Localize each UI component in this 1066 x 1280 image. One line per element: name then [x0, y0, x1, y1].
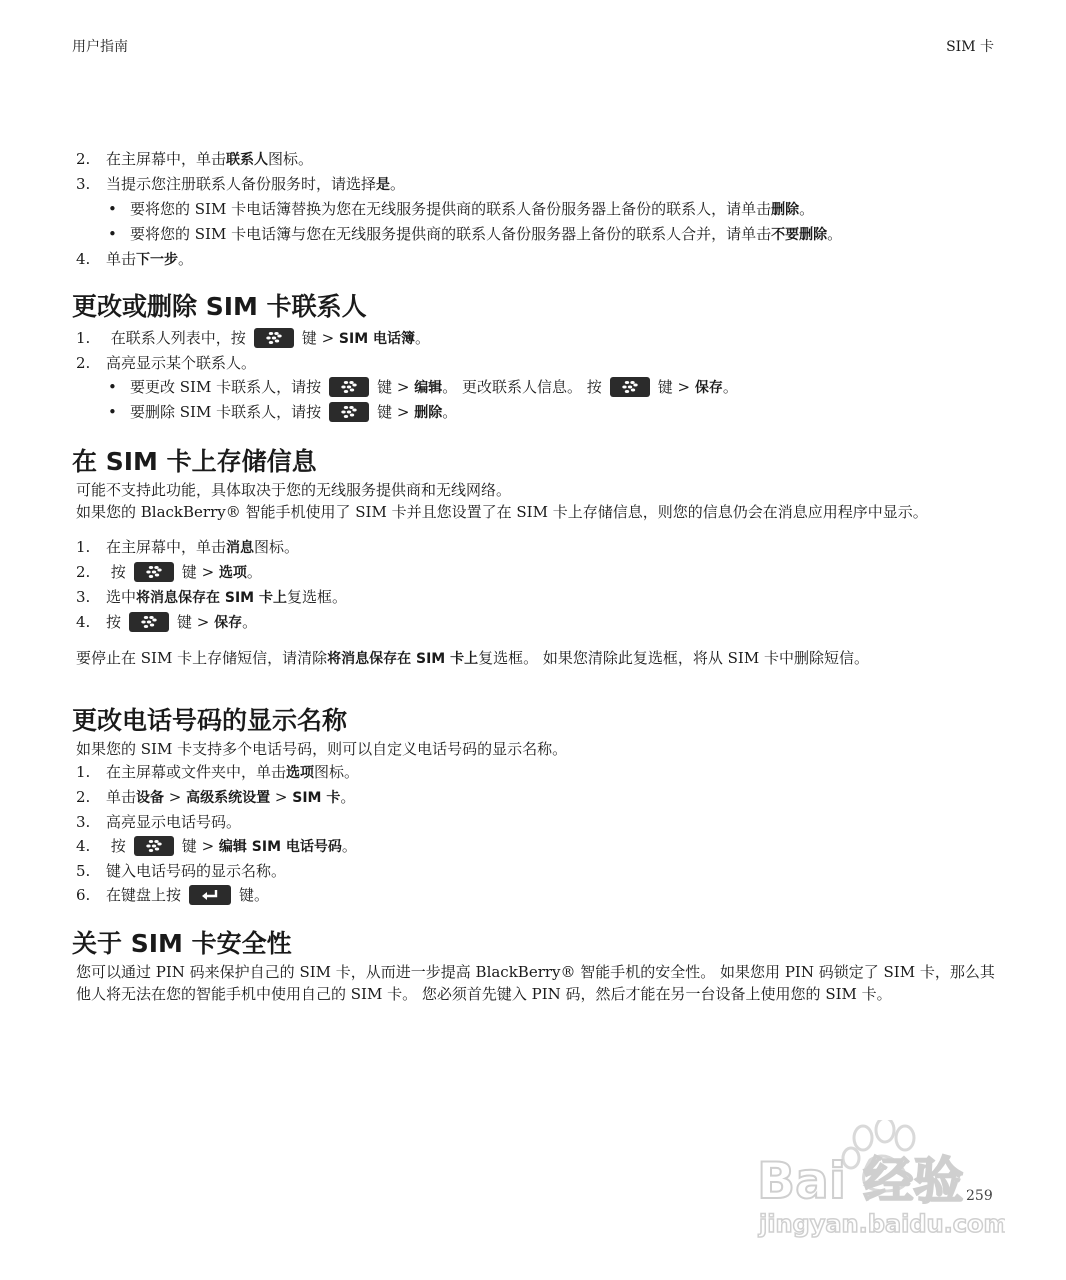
step-text: 高亮显示电话号码。 — [106, 813, 242, 831]
step-text: 按 — [110, 563, 126, 581]
step-text: 。 — [415, 329, 431, 347]
blackberry-menu-key-icon — [329, 402, 369, 422]
list-item — [72, 810, 996, 834]
step-number: 2. — [76, 354, 91, 372]
blackberry-menu-key-icon — [329, 377, 369, 397]
step-text: 键 > — [301, 329, 335, 347]
ui-term: 将消息保存在 SIM 卡上 — [327, 651, 479, 667]
note-paragraph — [76, 647, 996, 670]
bullet-text: 。 更改联系人信息。 按 — [442, 378, 602, 396]
paragraph: 如果您的 SIM 卡支持多个电话号码，则可以自定义电话号码的显示名称。 — [76, 740, 568, 758]
ui-term: 保存 — [694, 380, 723, 396]
bullet-text: 。 — [799, 200, 815, 218]
step-text: 键 > — [177, 613, 210, 631]
step-text: 按 — [110, 837, 126, 855]
step-text: 。 — [178, 250, 194, 268]
step-text: 单击 — [106, 250, 137, 268]
section-title: 更改电话号码的显示名称 — [72, 706, 348, 735]
bullet-text: 键 > — [377, 378, 410, 396]
step-text: > — [164, 788, 187, 806]
header-chapter: SIM 卡 — [946, 39, 994, 55]
step-text: 键。 — [239, 886, 270, 904]
ui-term: 是 — [376, 177, 391, 193]
list-item — [72, 760, 996, 785]
list-item — [72, 147, 996, 172]
section-title: 在 SIM 卡上存储信息 — [72, 447, 317, 476]
section2-steps — [72, 535, 996, 635]
section-title: 更改或删除 SIM 卡联系人 — [72, 292, 367, 321]
ui-term: SIM 电话簿 — [338, 331, 416, 347]
bullet-text: 键 > — [377, 403, 410, 421]
ui-term: 不要删除 — [771, 227, 828, 243]
bullet-text: 要将您的 SIM 卡电话簿替换为您在无线服务提供商的联系人备份服务器上备份的联系人，请单击 — [130, 200, 772, 218]
bullet-text: 要更改 SIM 卡联系人，请按 — [130, 378, 322, 396]
step-number: 3. — [76, 175, 91, 193]
step-text: 选中 — [106, 588, 137, 606]
bullet-mark: • — [108, 200, 117, 218]
step-text: 。 — [390, 175, 406, 193]
step-number: 4. — [76, 837, 91, 855]
enter-key-icon — [189, 885, 231, 905]
note-text: 复选框。 如果您清除此复选框，将从 SIM 卡中删除短信。 — [478, 649, 869, 667]
bullet-text: 。 — [722, 378, 738, 396]
step-number: 6. — [76, 886, 91, 904]
step-text: 图标。 — [314, 763, 360, 781]
list-item — [72, 883, 996, 907]
ui-term: 保存 — [214, 615, 243, 631]
step-text: 。 — [341, 837, 357, 855]
list-item — [72, 326, 996, 351]
list-item — [72, 610, 996, 635]
step-number: 2. — [76, 788, 91, 806]
blackberry-menu-key-icon — [254, 328, 294, 348]
list-item — [72, 247, 996, 272]
step-text: 在键盘上按 — [106, 886, 182, 904]
step-number: 4. — [76, 613, 91, 631]
step-number: 5. — [76, 862, 91, 880]
list-item — [72, 560, 996, 585]
page-number: 259 — [966, 1188, 993, 1204]
step-text: 。 — [340, 788, 356, 806]
blackberry-menu-key-icon — [610, 377, 650, 397]
bullet-mark: • — [108, 378, 117, 396]
list-item — [72, 351, 996, 375]
section-title: 关于 SIM 卡安全性 — [72, 929, 292, 958]
step-text: 图标。 — [268, 150, 314, 168]
step-text: 键 > — [181, 563, 215, 581]
step-text: 在主屏幕或文件夹中，单击 — [106, 763, 287, 781]
step-text: 在主屏幕中，单击 — [106, 538, 227, 556]
paragraph: 可能不支持此功能，具体取决于您的无线服务提供商和无线网络。 — [76, 481, 512, 499]
paragraph: 如果您的 BlackBerry® 智能手机使用了 SIM 卡并且您设置了在 SIM 卡上存储信息，则您的信息仍会在消息应用程序中显示。 — [76, 503, 928, 521]
bullet-item — [72, 222, 996, 247]
step-text: 当提示您注册联系人备份服务时，请选择 — [106, 175, 377, 193]
step-number: 2. — [76, 150, 91, 168]
ui-term: 高级系统设置 — [186, 790, 271, 806]
section3-steps — [72, 760, 996, 907]
ui-term: 选项 — [218, 565, 247, 581]
ui-term: 下一步 — [136, 252, 179, 268]
step-number: 3. — [76, 813, 91, 831]
step-text: 复选框。 — [287, 588, 348, 606]
header-doc-title: 用户指南 — [72, 39, 128, 55]
step-number: 3. — [76, 588, 91, 606]
list-item — [72, 172, 996, 197]
blackberry-menu-key-icon — [134, 836, 174, 856]
ui-term: 选项 — [286, 765, 315, 781]
ui-term: 设备 — [136, 790, 165, 806]
bullet-text: 要将您的 SIM 卡电话簿与您在无线服务提供商的联系人备份服务器上备份的联系人合并，请单击 — [130, 225, 772, 243]
ui-term: 删除 — [414, 405, 443, 421]
watermark-url: jingyan.baidu.com — [759, 1210, 1005, 1238]
watermark-brand: Bai 经验 — [757, 1152, 964, 1210]
step-text: 键入电话号码的显示名称。 — [106, 862, 287, 880]
ui-term: 消息 — [226, 540, 255, 556]
step-text: 。 — [242, 613, 258, 631]
ui-term: 编辑 SIM 电话号码 — [218, 839, 342, 855]
note-text: 要停止在 SIM 卡上存储短信，请清除 — [76, 649, 328, 667]
ui-term: 联系人 — [226, 152, 269, 168]
baidu-paw-logo-icon — [755, 1120, 1005, 1240]
blackberry-menu-key-icon — [134, 562, 174, 582]
step-text: 图标。 — [254, 538, 300, 556]
step-text: 单击 — [106, 788, 137, 806]
bullet-text: 。 — [442, 403, 458, 421]
bullet-text: 。 — [827, 225, 843, 243]
step-number: 1. — [76, 763, 91, 781]
list-item — [72, 785, 996, 810]
bullet-mark: • — [108, 403, 117, 421]
bullet-item — [72, 197, 996, 222]
step-text: > — [270, 788, 293, 806]
list-item — [72, 585, 996, 610]
bullet-text: 键 > — [657, 378, 691, 396]
step-number: 4. — [76, 250, 91, 268]
step-text: 高亮显示某个联系人。 — [106, 354, 257, 372]
step-number: 1. — [76, 329, 91, 347]
section1-steps — [72, 326, 996, 425]
ui-term: SIM 卡 — [292, 790, 341, 806]
step-text: 。 — [246, 563, 262, 581]
page-content — [72, 147, 996, 1005]
ui-term: 将消息保存在 SIM 卡上 — [136, 590, 287, 606]
step-number: 1. — [76, 538, 91, 556]
paragraph: 您可以通过 PIN 码来保护自己的 SIM 卡，从而进一步提高 BlackBerry® 智能手机的安全性。 如果您用 PIN 码锁定了 SIM 卡，那么其他人将无法在您的智能手机中使用自己的 SIM 卡。 您必须首先键入 PIN 码，然后才能在另一台设备上使用您的 SIM 卡。 — [76, 963, 995, 1003]
step-text: 键 > — [181, 837, 215, 855]
section0-steps — [72, 147, 996, 272]
step-text: 在主屏幕中，单击 — [106, 150, 227, 168]
step-text: 在联系人列表中，按 — [110, 329, 246, 347]
bullet-mark: • — [108, 225, 117, 243]
ui-term: 编辑 — [414, 380, 443, 396]
step-number: 2. — [76, 563, 91, 581]
ui-term: 删除 — [771, 202, 800, 218]
bullet-item — [72, 375, 996, 400]
list-item — [72, 535, 996, 560]
step-text: 按 — [106, 613, 122, 631]
bullet-item — [72, 400, 996, 425]
list-item — [72, 834, 996, 859]
blackberry-menu-key-icon — [129, 612, 169, 632]
list-item — [72, 859, 996, 883]
baidu-jingyan-watermark — [755, 1120, 1005, 1240]
bullet-text: 要删除 SIM 卡联系人，请按 — [130, 403, 322, 421]
